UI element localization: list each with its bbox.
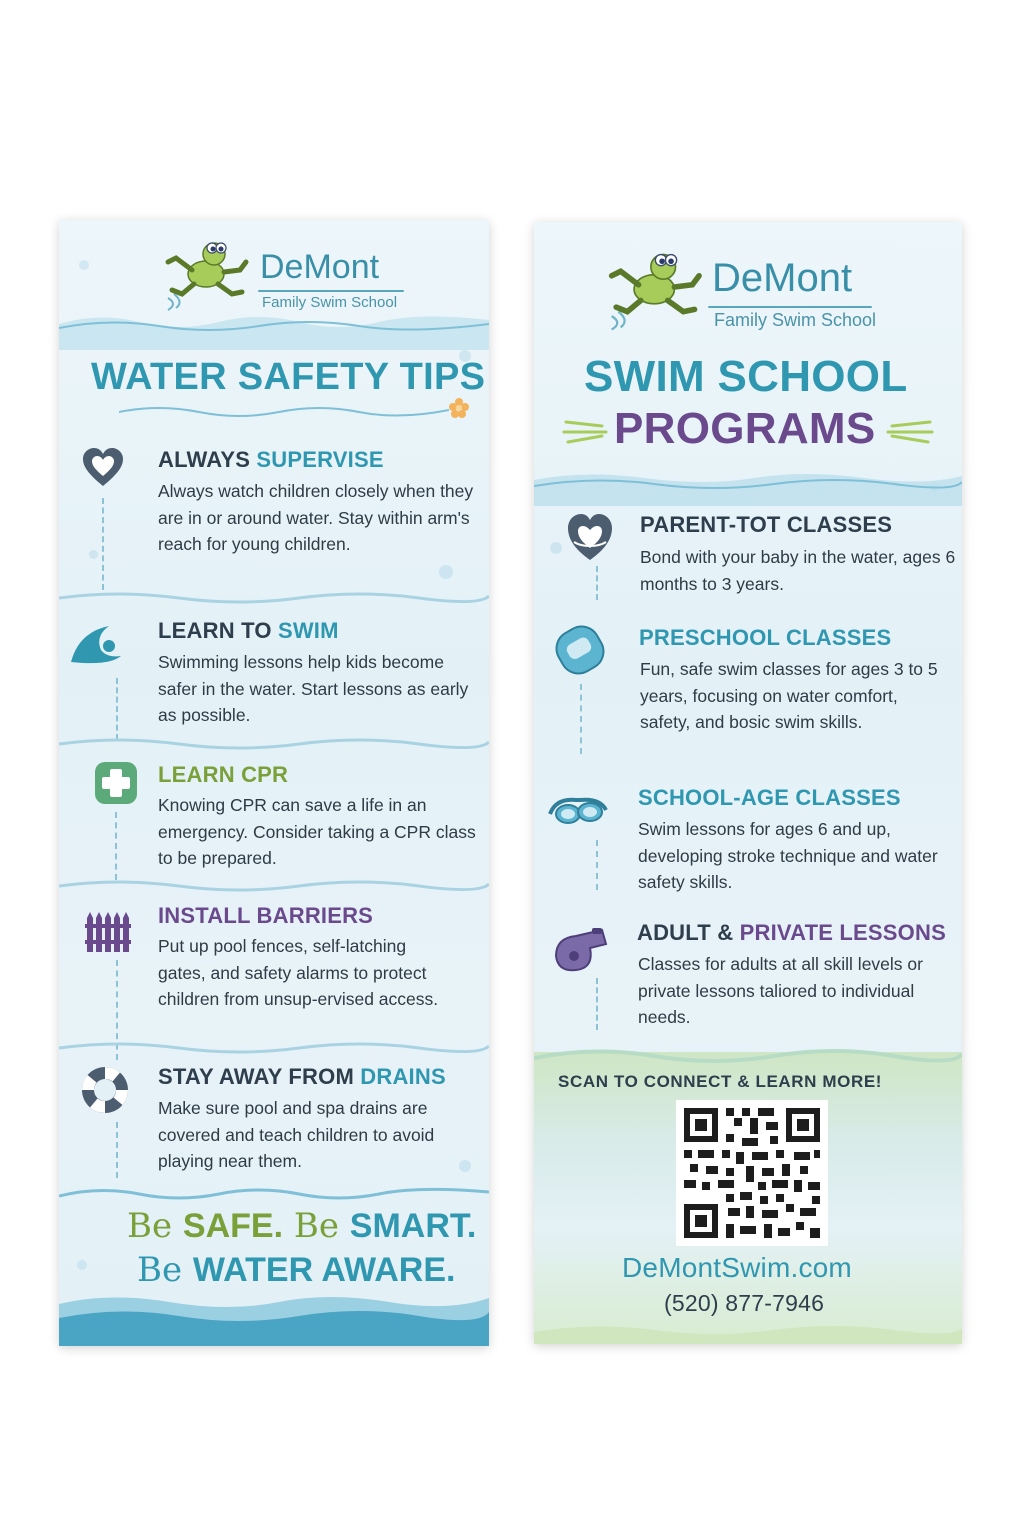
program-title-preschool: PRESCHOOL CLASSES [639, 625, 892, 650]
tip-title-drains: STAY AWAY FROM DRAINS [158, 1064, 446, 1089]
goggles-icon [546, 788, 610, 832]
tip-body-barriers: Put up pool fences, self-latching gates, and safety alarms to protect children from unsup-ervised access. [158, 936, 439, 1009]
logo-subtitle: Family Swim School [262, 294, 398, 311]
tip-body-swim: Swimming lessons help kids become safer in the water. Start lessons as early as possible. [158, 652, 469, 725]
water-safety-card [59, 220, 489, 1346]
fence-icon [85, 910, 131, 954]
life-ring-icon [79, 1064, 131, 1116]
program-body-preschool: Fun, safe swim classes for ages 3 to 5 years, focusing on water comfort, safety, and bosic swim skills. [640, 659, 938, 732]
logo-name: DeMont [712, 256, 853, 300]
tagline-line2: Be WATER AWARE. [137, 1250, 456, 1290]
tip-body-drains: Make sure pool and spa drains are covered and teach children to avoid playing near them. [158, 1098, 435, 1171]
program-title-adult: ADULT & PRIVATE LESSONS [637, 920, 946, 945]
heart-hands-icon [566, 512, 614, 564]
program-body-parent-tot: Bond with your baby in the water, ages 6 months to 3 years. [640, 547, 956, 594]
page-title-line2: PROGRAMS [614, 404, 876, 453]
program-body-school-age: Swim lessons for ages 6 and up, developing stroke technique and water safety skills. [638, 819, 938, 892]
page-title: WATER SAFETY TIPS [91, 356, 486, 398]
tip-title-swim: LEARN TO SWIM [158, 618, 339, 643]
logo-subtitle: Family Swim School [714, 310, 877, 330]
page-title-line1: SWIM SCHOOL [584, 352, 908, 401]
cta-text: SCAN TO CONNECT & LEARN MORE! [558, 1072, 883, 1091]
website-link[interactable]: DeMontSwim.com [622, 1252, 852, 1283]
flower-icon [447, 396, 471, 420]
heart-icon [81, 446, 125, 490]
logo [154, 232, 414, 312]
wave-icon [69, 622, 123, 666]
whistle-icon [550, 920, 610, 976]
logo [596, 242, 896, 332]
tip-title-cpr: LEARN CPR [158, 762, 289, 787]
frog-icon [596, 242, 708, 332]
phone-number[interactable]: (520) 877-7946 [664, 1290, 825, 1316]
qr-code[interactable] [676, 1100, 828, 1246]
program-body-adult: Classes for adults at all skill levels or private lessons taliored to individual needs. [638, 954, 923, 1027]
tip-body-supervise: Always watch children closely when they are in or around water. Stay within arm's reach for young children. [158, 481, 474, 554]
program-title-parent-tot: PARENT-TOT CLASSES [640, 512, 893, 537]
tip-body-cpr: Knowing CPR can save a life in an emergency. Consider taking a CPR class to be prepared. [158, 795, 476, 868]
swim-programs-card [534, 222, 962, 1344]
tip-title-barriers: INSTALL BARRIERS [158, 903, 374, 928]
frog-icon [154, 232, 254, 312]
logo-name: DeMont [260, 248, 380, 286]
kickboard-icon [550, 620, 610, 680]
tip-title-supervise: ALWAYS SUPERVISE [158, 447, 384, 472]
first-aid-cross-icon [93, 760, 139, 806]
tagline-line1: Be SAFE. Be SMART. [127, 1206, 477, 1246]
program-title-school-age: SCHOOL-AGE CLASSES [638, 785, 901, 810]
